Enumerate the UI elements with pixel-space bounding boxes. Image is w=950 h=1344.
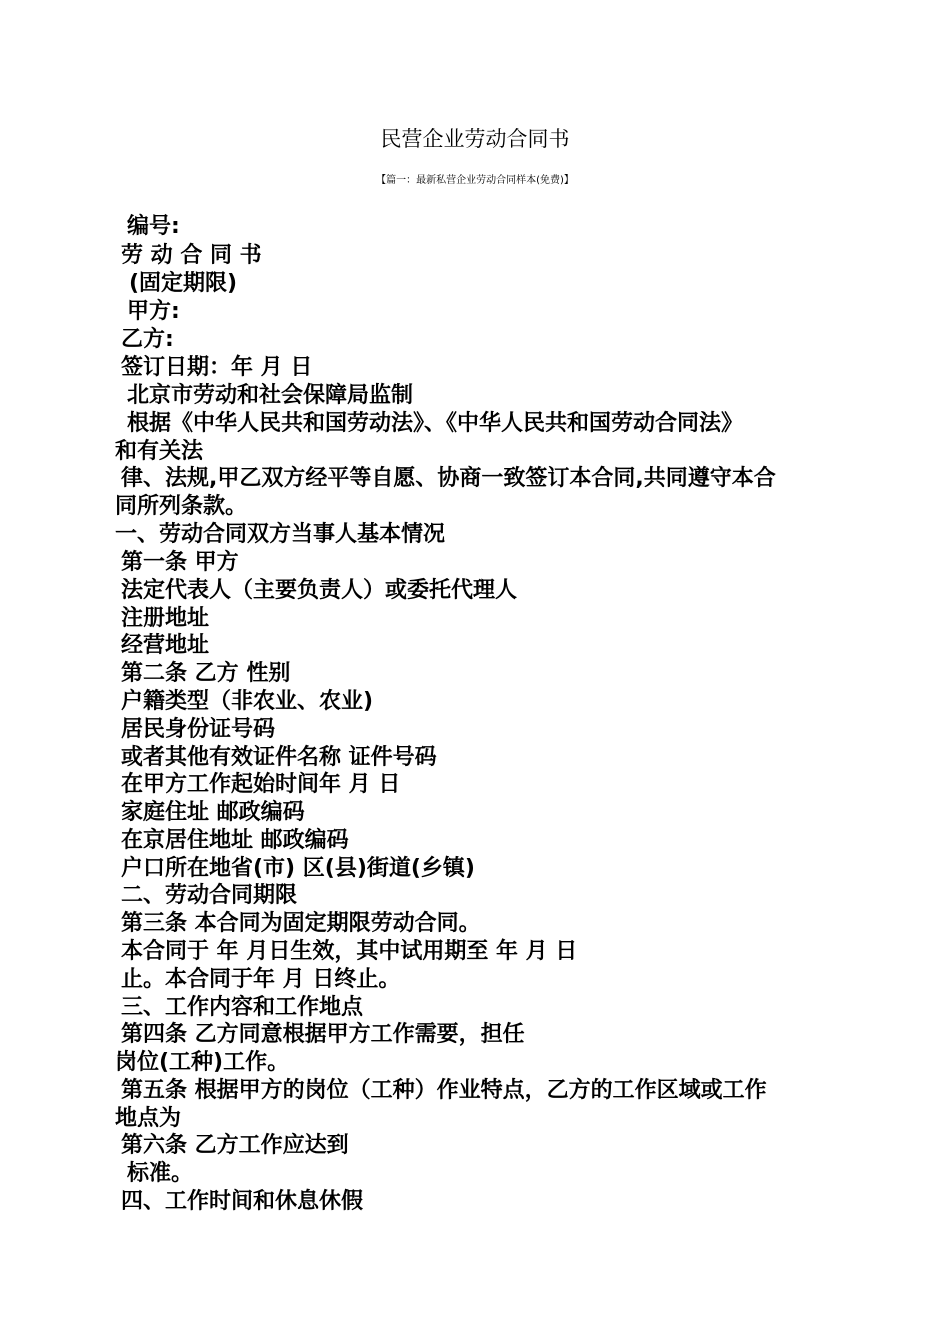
text-line: 劳 动 合 同 书 [121, 243, 262, 268]
text-line: 北京市劳动和社会保障局监制 [127, 383, 414, 408]
text-line: 根据《中华人民共和国劳动法》、《中华人民共和国劳动合同法》 [127, 411, 744, 436]
text-line: 居民身份证号码 [121, 717, 276, 742]
text-line: 四、工作时间和休息休假 [121, 1189, 364, 1214]
text-line: 经营地址 [121, 633, 210, 658]
text-line: 三、工作内容和工作地点 [121, 995, 364, 1020]
text-line: 第一条 甲方 [121, 550, 239, 575]
text-line: 注册地址 [121, 606, 210, 631]
text-line: 第二条 乙方 性别 [121, 661, 291, 686]
text-line: 签订日期：年 月 日 [121, 355, 313, 380]
text-line: 第五条 根据甲方的岗位（工种）作业特点，乙方的工作区域或工作 [121, 1078, 767, 1103]
text-line: 第六条 乙方工作应达到 [121, 1133, 349, 1158]
text-line: 家庭住址 邮政编码 [121, 800, 305, 825]
text-line: 地点为 [115, 1106, 182, 1131]
text-line: 岗位(工种)工作。 [115, 1050, 290, 1075]
text-line: 本合同于 年 月日生效，其中试用期至 年 月 日 [121, 939, 578, 964]
text-line: (固定期限) [129, 271, 238, 296]
text-line: 第三条 本合同为固定期限劳动合同。 [121, 911, 481, 936]
text-line: 一、劳动合同双方当事人基本情况 [115, 522, 446, 547]
text-line: 在甲方工作起始时间年 月 日 [121, 772, 401, 797]
document-subtitle: 【篇一：最新私营企业劳动合同样本(免费)】 [376, 175, 574, 186]
text-line: 第四条 乙方同意根据甲方工作需要，担任 [121, 1022, 525, 1047]
text-line: 法定代表人（主要负责人）或委托代理人 [121, 578, 518, 603]
text-line: 编号: [127, 214, 180, 239]
text-line: 和有关法 [115, 439, 204, 464]
text-line: 止。本合同于年 月 日终止。 [121, 967, 401, 992]
text-line: 在京居住地址 邮政编码 [121, 828, 349, 853]
text-line: 二、劳动合同期限 [121, 883, 298, 908]
text-line: 甲方: [127, 299, 180, 324]
text-line: 户籍类型（非农业、农业) [121, 689, 374, 714]
document-title: 民营企业劳动合同书 [380, 127, 570, 151]
text-line: 户口所在地省(市) 区(县)街道(乡镇) [121, 856, 475, 881]
text-line: 律、法规,甲乙双方经平等自愿、协商一致签订本合同,共同遵守本合 [121, 466, 776, 491]
text-line: 同所列条款。 [115, 494, 248, 519]
text-line: 标准。 [127, 1161, 194, 1186]
text-line: 或者其他有效证件名称 证件号码 [121, 745, 437, 770]
text-line: 乙方: [121, 327, 174, 352]
